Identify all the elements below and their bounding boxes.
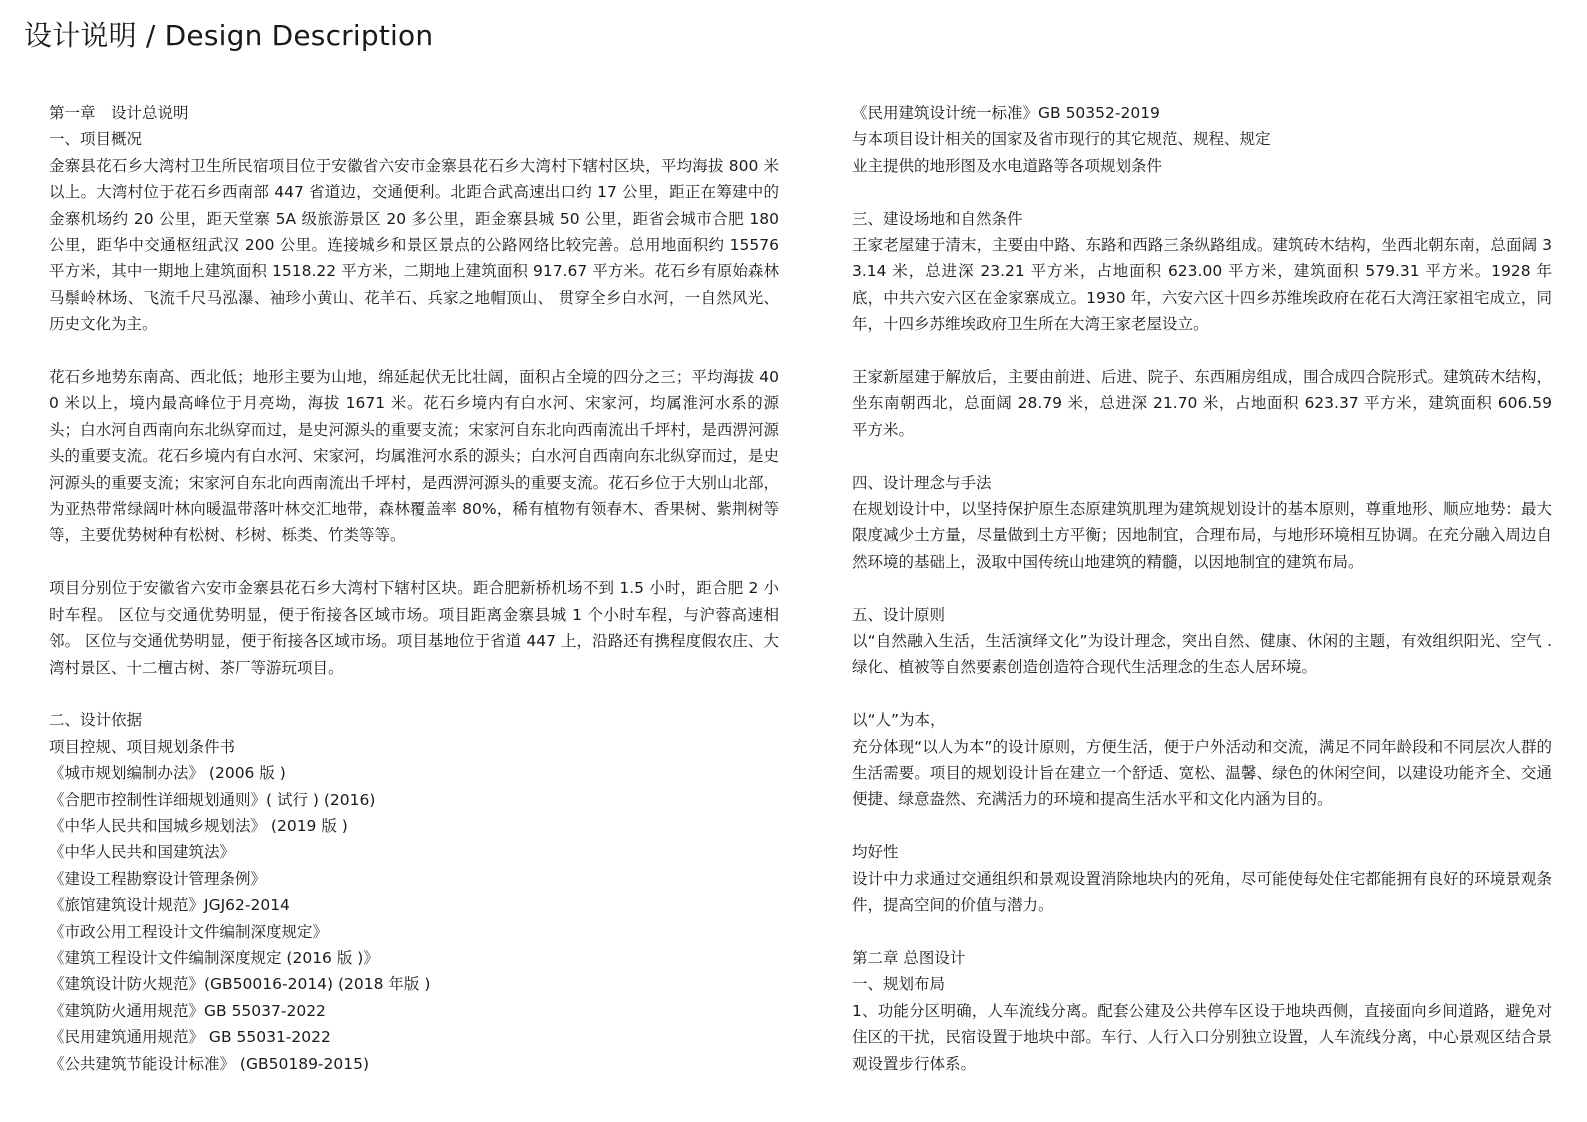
section-heading-overview: 一、项目概况 bbox=[49, 130, 143, 149]
section-heading-layout: 一、规划布局 bbox=[852, 975, 946, 994]
balance-paragraph: 设计中力求通过交通组织和景观设置消除地块内的死角，尽可能使每处住宅都能拥有良好的环境景观条件，提高空间的价值与潜力。 bbox=[852, 869, 1552, 915]
spacer bbox=[49, 338, 779, 364]
spacer bbox=[852, 681, 1552, 707]
location-paragraph: 项目分别位于安徽省六安市金寨县花石乡大湾村下辖村区块。距合肥新桥机场不到 1.5 小时，距合肥 2 小时车程。 区位与交通优势明显，便于衔接各区域市场。项目距离金寨县城 1 个小时车程，与沪蓉高速相邻。 区位与交通优势明显，便于衔接各区域市场。项目基地位于省道 447 上，沿路还有携程度假农庄、大湾村景区、十二檀古树、茶厂等游玩项目。 bbox=[49, 579, 779, 677]
chapter-heading: 第一章 设计总说明 bbox=[49, 104, 189, 122]
spacer bbox=[852, 575, 1552, 601]
chapter-heading: 第二章 总图设计 bbox=[852, 948, 966, 967]
basis-item: 《公共建筑节能设计标准》 (GB50189-2015) bbox=[49, 1054, 370, 1073]
basis-item: 业主提供的地形图及水电道路等各项规划条件 bbox=[852, 156, 1163, 175]
old-house-paragraph: 王家老屋建于清末，主要由中路、东路和西路三条纵路组成。建筑砖木结构，坐西北朝东南，总面阔 33.14 米，总进深 23.21 平方米，占地面积 623.00 平方米，建筑面积 579.31 平方米。1928 年底，中共六安六区在金家寨成立。1930 年，六安六区十四乡苏维埃政府在花石大湾汪家祖宅成立，同年，十四乡苏维埃政府卫生所在大湾王家老屋设立。 bbox=[852, 236, 1552, 334]
principles-paragraph: 以“自然融入生活，生活演绎文化”为设计理念，突出自然、健康、休闲的主题，有效组织阳光、空气 . 绿化、植被等自然要素创造创造符合现代生活理念的生态人居环境。 bbox=[852, 632, 1552, 677]
basis-item: 《旅馆建筑设计规范》JGJ62-2014 bbox=[49, 896, 290, 915]
basis-item: 《市政公用工程设计文件编制深度规定》 bbox=[49, 922, 329, 941]
basis-item: 《合肥市控制性详细规划通则》( 试行 ) (2016) bbox=[49, 790, 376, 809]
concept-paragraph: 在规划设计中，以坚持保护原生态原建筑肌理为建筑规划设计的基本原则，尊重地形、顺应地势：最大限度减少土方量，尽量做到土方平衡；因地制宜，合理布局，与地形环境相互协调。在充分融入周边自然环境的基础上，汲取中国传统山地建筑的精髓，以因地制宜的建筑布局。 bbox=[852, 500, 1552, 571]
basis-item: 《中华人民共和国建筑法》 bbox=[49, 843, 236, 862]
basis-item: 《建设工程勘察设计管理条例》 bbox=[49, 869, 267, 888]
right-column bbox=[852, 100, 1552, 1077]
section-heading-site: 三、建设场地和自然条件 bbox=[852, 209, 1023, 228]
subheading-people: 以“人”为本， bbox=[852, 711, 946, 730]
basis-item: 《建筑设计防火规范》(GB50016-2014) (2018 年版 ) bbox=[49, 975, 431, 994]
subheading-balance: 均好性 bbox=[852, 843, 899, 862]
basis-item: 与本项目设计相关的国家及省市现行的其它规范、规程、规定 bbox=[852, 130, 1271, 149]
page-title: 设计说明 / Design Description bbox=[24, 19, 434, 52]
spacer bbox=[49, 681, 779, 707]
spacer bbox=[49, 549, 779, 575]
left-column bbox=[49, 100, 779, 1077]
section-heading-basis: 二、设计依据 bbox=[49, 711, 143, 730]
basis-item: 《中华人民共和国城乡规划法》 (2019 版 ) bbox=[49, 816, 348, 835]
overview-paragraph: 金寨县花石乡大湾村卫生所民宿项目位于安徽省六安市金寨县花石乡大湾村下辖村区块，平均海拔 800 米以上。大湾村位于花石乡西南部 447 省道边，交通便利。北距合武高速出口约 17 公里，距正在筹建中的金寨机场约 20 公里，距天堂寨 5A 级旅游景区 20 多公里，距金寨县城 50 公里，距省会城市合肥 180 公里，距华中交通枢纽武汉 200 公里。连接城乡和景区景点的公路网络比较完善。总用地面积约 15576 平方米，其中一期地上建筑面积 1518.22 平方米，二期地上建筑面积 917.67 平方米。花石乡有原始森林马鬃岭林场、飞流千尺马泓瀑、袖珍小黄山、花羊石、兵家之地帽顶山、 贯穿全乡白水河，一自然风光、历史文化为主。 bbox=[49, 156, 779, 334]
basis-item: 《民用建筑设计统一标准》GB 50352-2019 bbox=[852, 104, 1160, 122]
basis-item: 《民用建筑通用规范》 GB 55031-2022 bbox=[49, 1028, 331, 1047]
basis-item: 《建筑防火通用规范》GB 55037-2022 bbox=[49, 1001, 326, 1020]
terrain-paragraph: 花石乡地势东南高、西北低；地形主要为山地，绵延起伏无比壮阔，面积占全境的四分之三；平均海拔 400 米以上，境内最高峰位于月亮坳，海拔 1671 米。花石乡境内有白水河、宋家河，均属淮河水系的源头；白水河自西南向东北纵穿而过，是史河源头的重要支流；宋家河自东北向西南流出千坪村，是西淠河源头的重要支流。花石乡境内有白水河、宋家河，均属淮河水系的源头；白水河自西南向东北纵穿而过，是史河源头的重要支流；宋家河自东北向西南流出千坪村，是西淠河源头的重要支流。花石乡位于大别山北部，为亚热带常绿阔叶林向暖温带落叶林交汇地带，森林覆盖率 80%，稀有植物有领春木、香果树、紫荆树等等，主要优势树种有松树、杉树、栎类、竹类等等。 bbox=[49, 368, 779, 545]
people-paragraph: 充分体现“以人为本”的设计原则，方便生活，便于户外活动和交流，满足不同年龄段和不同层次人群的生活需要。项目的规划设计旨在建立一个舒适、宽松、温馨、绿色的休闲空间，以建设功能齐全、交通便捷、绿意盎然、充满活力的环境和提高生活水平和文化内涵为目的。 bbox=[852, 737, 1552, 809]
basis-item: 项目控规、项目规划条件书 bbox=[49, 737, 236, 756]
spacer bbox=[852, 443, 1552, 469]
basis-item: 《建筑工程设计文件编制深度规定 (2016 版 )》 bbox=[49, 948, 379, 967]
spacer bbox=[852, 919, 1552, 945]
layout-paragraph: 1、功能分区明确，人车流线分离。配套公建及公共停车区设于地块西侧，直接面向乡间道路，避免对住区的干扰，民宿设置于地块中部。车行、人行入口分别独立设置，人车流线分离，中心景观区结合景观设置步行体系。 bbox=[852, 1001, 1552, 1073]
spacer bbox=[852, 813, 1552, 839]
basis-item: 《城市规划编制办法》 (2006 版 ) bbox=[49, 764, 286, 783]
section-heading-principles: 五、设计原则 bbox=[852, 605, 946, 624]
section-heading-concept: 四、设计理念与手法 bbox=[852, 473, 992, 492]
spacer bbox=[852, 338, 1552, 364]
new-house-paragraph: 王家新屋建于解放后，主要由前进、后进、院子、东西厢房组成，围合成四合院形式。建筑砖木结构，坐东南朝西北，总面阔 28.79 米，总进深 21.70 米，占地面积 623.37 平方米，建筑面积 606.59 平方米。 bbox=[852, 368, 1552, 439]
spacer bbox=[852, 179, 1552, 205]
